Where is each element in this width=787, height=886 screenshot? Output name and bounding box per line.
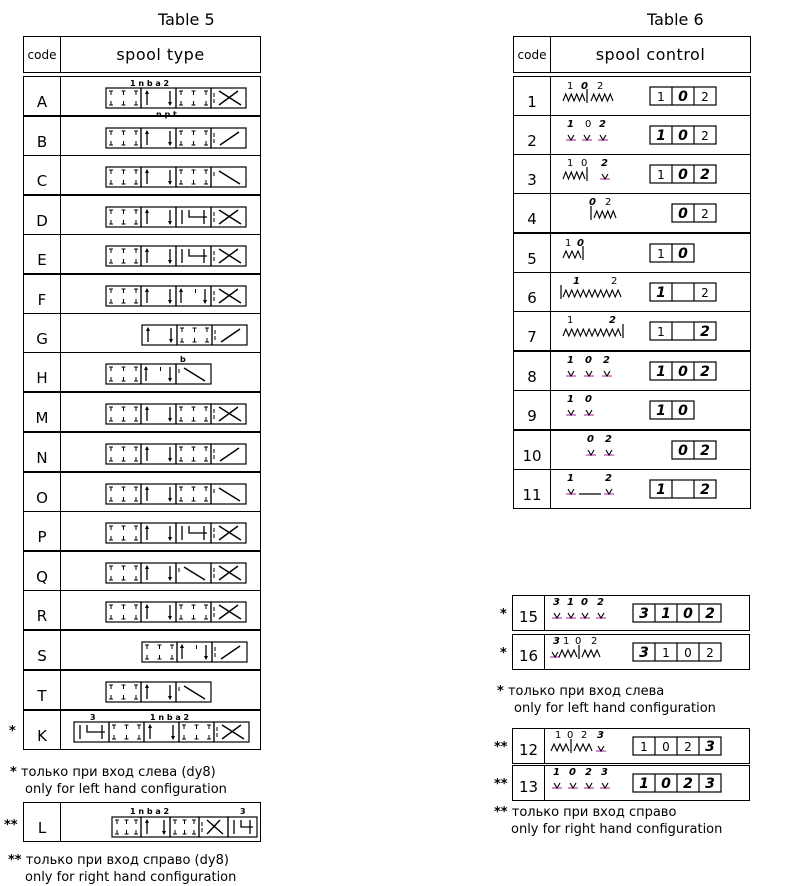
position-label: 1 (567, 394, 574, 405)
port-label: 1 n b a 2 (130, 79, 170, 88)
position-value: 1 (656, 403, 666, 419)
table5-row-S (23, 630, 261, 670)
control-symbol-6 (551, 273, 751, 311)
position-label: 1 (567, 473, 574, 484)
table5-note2 (8, 852, 236, 886)
table6-row-12 (512, 728, 750, 764)
spring (563, 290, 621, 297)
position-label: 0 (567, 730, 574, 741)
position-value: 2 (700, 364, 710, 380)
table6-row-9 (513, 390, 751, 430)
position-value: 1 (639, 776, 649, 792)
table5-row-H (23, 352, 261, 392)
row-code: Q (24, 552, 61, 590)
spool-symbol-N (60, 434, 260, 470)
table5-row-P (23, 511, 261, 551)
table6-row-7 (513, 311, 751, 351)
control-symbol-11 (551, 470, 751, 508)
position-value: 0 (678, 167, 688, 183)
table5-row-T (23, 670, 261, 710)
control-symbol-7 (551, 312, 751, 350)
position-label: 1 (573, 276, 580, 287)
position-label: 0 (585, 119, 592, 130)
spool-envelope (141, 563, 176, 583)
spool-envelope (141, 602, 176, 622)
position-label: 2 (597, 81, 604, 92)
position-value: 2 (705, 606, 715, 622)
spool-envelope (141, 682, 176, 702)
position-label: 1 (553, 767, 560, 778)
port-label: b (180, 355, 186, 364)
position-label: 3 (601, 767, 608, 778)
table6-header-code: code (514, 37, 551, 72)
position-value: 0 (683, 606, 693, 622)
row-code: K (24, 711, 61, 749)
table6-row-10 (513, 430, 751, 470)
row-mark: ** (494, 740, 508, 755)
row-code: E (24, 235, 61, 273)
position-value: 3 (705, 739, 715, 755)
position-value: 3 (639, 606, 649, 622)
spring (563, 329, 621, 336)
row-code: A (24, 77, 61, 115)
row-code: T (24, 671, 61, 709)
row-code: S (24, 631, 61, 669)
row-code: 16 (513, 635, 545, 669)
position-label: 0 (569, 767, 576, 778)
spool-symbol-A (60, 78, 260, 114)
table5-header (23, 36, 261, 73)
table5-row-F (23, 274, 261, 314)
control-symbol-2 (551, 116, 751, 154)
table5-header-code: code (24, 37, 61, 72)
table6-row-15 (512, 595, 750, 631)
row-code: C (24, 156, 61, 194)
port-label: n p t (156, 110, 177, 119)
note-star: * (10, 765, 17, 780)
position-value: 1 (657, 247, 665, 261)
spool-symbol-T (60, 672, 260, 708)
spring (559, 650, 577, 657)
spool-envelope (141, 246, 176, 266)
spring (551, 744, 569, 751)
table5-row-K (23, 710, 261, 750)
row-code: R (24, 591, 61, 629)
position-label: 1 (567, 119, 574, 130)
table5-row-E (23, 234, 261, 274)
table5-row-O (23, 472, 261, 512)
position-label: 0 (585, 355, 592, 366)
row-mark: ** (494, 777, 508, 792)
spool-envelope (141, 817, 170, 837)
spool-envelope (141, 88, 176, 108)
note-star: * (497, 684, 504, 699)
position-value: 1 (657, 90, 665, 104)
note-ru: только при вход справо (dy8) (25, 853, 229, 868)
position-label: 1 (567, 315, 574, 326)
row-code: 8 (514, 352, 551, 390)
spool-symbol-R (60, 592, 260, 628)
position-value: 1 (640, 740, 648, 754)
position-value: 2 (701, 207, 709, 221)
spool-envelope (141, 286, 176, 306)
position-value: 2 (684, 740, 692, 754)
row-code: H (24, 353, 61, 391)
position-label: 1 (567, 81, 574, 92)
row-code: 1 (514, 77, 551, 115)
row-code: D (24, 196, 61, 234)
row-code: 2 (514, 116, 551, 154)
control-symbol-8 (551, 352, 751, 390)
spool-symbol-P (60, 513, 260, 549)
table5-mark-l: ** (4, 818, 18, 833)
position-label: 2 (585, 767, 592, 778)
spool-envelope (212, 642, 247, 662)
table5-row-C (23, 155, 261, 195)
table5-row-G (23, 313, 261, 353)
position-label: 2 (599, 119, 606, 130)
spring (591, 94, 613, 101)
spool-envelope (141, 167, 176, 187)
table6-row-1 (513, 76, 751, 116)
position-label: 0 (587, 434, 594, 445)
spool-envelope (141, 444, 176, 464)
position-label: 2 (611, 276, 618, 287)
note-en: only for left hand configuration (514, 701, 716, 716)
position-value: 1 (657, 325, 665, 339)
position-label: 1 (567, 355, 574, 366)
table5-header-type: spool type (116, 45, 205, 64)
note-en: only for right hand configuration (25, 870, 237, 885)
port-label: 1 n b a 2 (150, 713, 190, 722)
position-value: 1 (662, 646, 670, 660)
note-en: only for left hand configuration (25, 782, 227, 797)
position-value: 1 (656, 285, 666, 301)
position-value: 2 (700, 443, 710, 459)
table6-row-4 (513, 193, 751, 233)
spool-symbol-D (60, 197, 260, 233)
control-symbol-15 (545, 596, 751, 630)
position-label: 2 (609, 315, 616, 326)
note-en: only for right hand configuration (511, 822, 723, 837)
row-code: 9 (514, 391, 551, 429)
table5-row-D (23, 195, 261, 235)
position-label: 0 (581, 158, 588, 169)
position-value: 0 (678, 206, 688, 222)
position-value: 0 (678, 246, 688, 262)
table6-title: Table 6 (647, 10, 704, 29)
table6-header-control: spool control (595, 45, 706, 64)
position-label: 1 (555, 730, 562, 741)
spool-envelope (211, 128, 246, 148)
position-value: 3 (705, 776, 715, 792)
position-label: 0 (581, 81, 588, 92)
position-label: 2 (605, 434, 612, 445)
note-ru: только при вход слева (dy8) (20, 765, 216, 780)
spool-symbol-M (60, 394, 260, 430)
position-value: 1 (661, 606, 671, 622)
position-value: 0 (661, 776, 671, 792)
position-label: 0 (581, 597, 588, 608)
row-code: G (24, 314, 61, 352)
spool-envelope (144, 722, 179, 742)
position-label: 2 (605, 473, 612, 484)
table6-note1 (497, 683, 716, 717)
position-label: 2 (581, 730, 588, 741)
position-value: 1 (656, 364, 666, 380)
spool-symbol-F (60, 276, 260, 312)
table6-row-5 (513, 233, 751, 273)
row-mark: * (500, 607, 507, 622)
position-label: 3 (553, 636, 560, 647)
spool-envelope (212, 325, 247, 345)
port-label: 3 (240, 807, 246, 816)
spring (563, 172, 585, 179)
position-value: 0 (678, 128, 688, 144)
position-label: 0 (577, 238, 584, 249)
position-value: 1 (656, 128, 666, 144)
position-label: 0 (589, 197, 596, 208)
row-code: 15 (513, 596, 545, 630)
position-label: 1 (565, 238, 572, 249)
spool-symbol-H (60, 354, 260, 390)
position-value: 1 (656, 482, 666, 498)
spool-symbol-Q (60, 553, 260, 589)
position-label: 2 (603, 355, 610, 366)
spool-envelope (211, 444, 246, 464)
spool-envelope (141, 484, 176, 504)
position-label: 0 (575, 636, 582, 647)
control-symbol-9 (551, 391, 751, 429)
position-value: 3 (639, 645, 649, 661)
row-code: 7 (514, 312, 551, 350)
spool-symbol-B (60, 110, 260, 154)
position-value: 2 (701, 129, 709, 143)
spool-envelope (141, 523, 176, 543)
control-symbol-1 (551, 77, 751, 115)
table5-row-B (23, 110, 261, 156)
table6-row-8 (513, 351, 751, 391)
control-symbol-10 (551, 431, 751, 469)
table6-row-16 (512, 634, 750, 670)
row-code: 12 (513, 729, 545, 763)
position-value: 2 (701, 286, 709, 300)
table5-title: Table 5 (158, 10, 215, 29)
control-symbol-3 (551, 155, 751, 193)
table5-row-Q (23, 551, 261, 591)
position-label: 2 (601, 158, 608, 169)
position-value: 0 (678, 403, 688, 419)
table6-row-2 (513, 115, 751, 155)
row-code: 3 (514, 155, 551, 193)
table5-row-M (23, 392, 261, 432)
spool-symbol-L (110, 805, 260, 839)
position-value: 1 (657, 168, 665, 182)
spool-envelope (142, 325, 177, 345)
spring (594, 211, 616, 218)
row-code: 4 (514, 194, 551, 232)
port-label: 1 n b a 2 (130, 807, 170, 816)
position-label: 2 (597, 597, 604, 608)
row-mark: * (500, 646, 507, 661)
spool-symbol-G (60, 315, 260, 351)
spool-envelope (141, 207, 176, 227)
position-value: 2 (700, 167, 710, 183)
control-symbol-13 (545, 766, 751, 800)
position-label: 1 (567, 158, 574, 169)
row-code: P (24, 512, 61, 550)
row-code: F (24, 275, 61, 313)
note-ru: только при вход слева (507, 684, 665, 699)
row-code: 13 (513, 766, 545, 800)
table6-note2 (494, 804, 722, 838)
position-value: 2 (700, 482, 710, 498)
row-code: B (24, 117, 61, 155)
note-ru: только при вход справо (511, 805, 677, 820)
note-star: ** (8, 853, 22, 868)
row-code: 11 (514, 470, 551, 508)
position-value: 0 (678, 89, 688, 105)
position-label: 1 (567, 597, 574, 608)
spool-envelope (141, 128, 176, 148)
table5-row-A (23, 76, 261, 116)
row-code: M (24, 393, 61, 431)
spool-symbol-C (60, 157, 260, 193)
spool-symbol-O (60, 474, 260, 510)
table6-row-3 (513, 154, 751, 194)
table6-row-6 (513, 272, 751, 312)
table6-header (513, 36, 751, 73)
position-value: 2 (706, 646, 714, 660)
position-label: 0 (585, 394, 592, 405)
spring (563, 94, 585, 101)
control-symbol-16 (545, 635, 751, 669)
row-code: 10 (514, 431, 551, 469)
table5-row-L (23, 802, 261, 842)
position-value: 0 (678, 443, 688, 459)
row-code: 6 (514, 273, 551, 311)
control-symbol-5 (551, 234, 751, 272)
spring (563, 251, 581, 258)
row-code: O (24, 473, 61, 511)
position-value: 2 (683, 776, 693, 792)
spool-symbol-S (60, 632, 260, 668)
spring (582, 650, 600, 657)
position-value: 0 (662, 740, 670, 754)
spring (574, 744, 592, 751)
position-label: 2 (591, 636, 598, 647)
position-label: 3 (553, 597, 560, 608)
note-star: ** (494, 805, 508, 820)
position-label: 3 (597, 730, 604, 741)
row-code: 5 (514, 234, 551, 272)
row-code: L (24, 803, 61, 841)
spool-symbol-E (60, 236, 260, 272)
position-value: 0 (678, 364, 688, 380)
table5-mark-k: * (9, 724, 16, 739)
control-symbol-4 (551, 194, 751, 232)
table6-row-11 (513, 469, 751, 509)
table5-row-N (23, 432, 261, 472)
position-value: 2 (700, 324, 710, 340)
table5-note1 (10, 764, 227, 798)
position-label: 2 (605, 197, 612, 208)
spool-symbol-K (60, 712, 260, 748)
position-label: 1 (563, 636, 570, 647)
row-code: N (24, 433, 61, 471)
port-label: 3 (90, 713, 96, 722)
spool-envelope (141, 404, 176, 424)
position-value: 2 (701, 90, 709, 104)
position-value: 0 (684, 646, 692, 660)
table6-row-13 (512, 765, 750, 801)
control-symbol-12 (545, 729, 751, 763)
table5-row-R (23, 590, 261, 630)
